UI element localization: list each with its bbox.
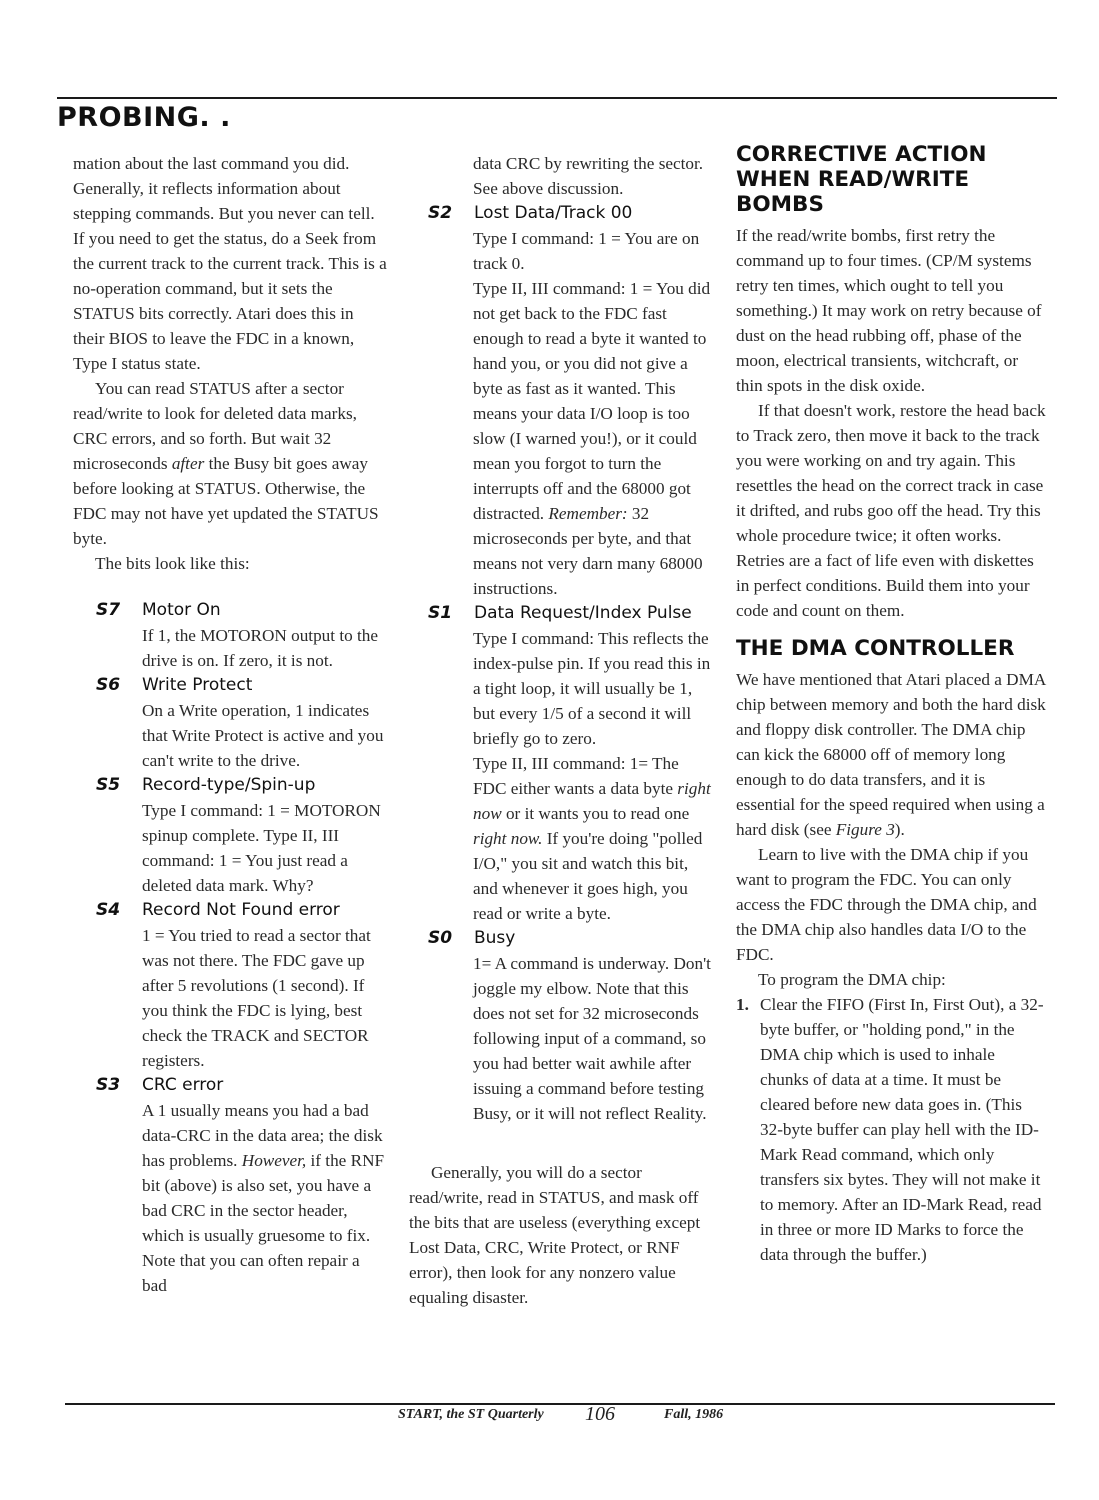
- column-1: [73, 151, 388, 1298]
- bit-description: 1 = You tried to read a sector that was not there. The FDC gave up after 5 revolutions (1 second). If you think the FDC is lying, best check the TRACK and SECTOR registers.: [142, 926, 371, 1070]
- bit-name: Data Request/Index Pulse: [474, 603, 692, 623]
- section-title: PROBING. .: [57, 102, 231, 133]
- status-bit-s6: [73, 673, 388, 773]
- item-text: Clear the FIFO (First In, First Out), a 32-byte buffer, or "holding pond," in the DMA chip which is used to inhale chunks of data at a time. It must be cleared before new data goes in. (This 32-byte buffer can play hell with the ID-Mark Read command, which only transfers six bytes. They will not make it to memory. After an ID-Mark Read, read in three or more ID Marks to force the data through the buffer.): [760, 995, 1044, 1264]
- footer-issue: Fall, 1986: [664, 1407, 724, 1422]
- status-bit-s0: [409, 926, 714, 1126]
- paragraph: You can read STATUS after a sector read/write to look for deleted data marks, CRC errors, and so forth. But wait 32 microseconds after the Busy bit goes away before looking at STATUS. Otherwise, the FDC may not have yet updated the STATUS byte.: [73, 379, 379, 548]
- status-bit-s1: [409, 601, 714, 926]
- bit-code: S2: [428, 203, 453, 223]
- bit-description: Type I command: This reflects the index-pulse pin. If you read this in a tight loop, it will usually be 1, but every 1/5 of a second it will briefly go to zero.: [473, 629, 711, 748]
- bit-description: 1= A command is underway. Don't joggle my elbow. Note that this does not set for 32 microseconds following input of a command, so you had better wait awhile after issuing a command before testing Busy, or it will not reflect Reality.: [473, 954, 711, 1123]
- bit-code: S1: [428, 603, 453, 623]
- bit-description: On a Write operation, 1 indicates that Write Protect is active and you can't write to the drive.: [142, 701, 384, 770]
- paragraph: Learn to live with the DMA chip if you want to program the FDC. You can only access the FDC through the DMA chip, and the DMA chip also handles data I/O to the FDC.: [736, 845, 1037, 964]
- paragraph: Generally, you will do a sector read/write, read in STATUS, and mask off the bits that are useless (everything except Lost Data, CRC, Write Protect, or RNF error), then look for any nonzero value equaling disaster.: [409, 1163, 701, 1307]
- paragraph: If the read/write bombs, first retry the command up to four times. (CP/M systems retry ten times, which ought to tell you something.) It may work on retry because of dust on the head rubbing off, phase of the moon, electrical transients, witchcraft, or thin spots in the disk oxide.: [736, 226, 1042, 395]
- paragraph: The bits look like this:: [95, 554, 250, 573]
- bit-code: S3: [96, 1075, 121, 1095]
- paragraph: We have mentioned that Atari placed a DMA chip between memory and both the hard disk and floppy disk controller. The DMA chip can kick the 68000 off of memory long enough to do data transfers, and it is essential for the speed required when using a hard disk (see Figure 3).: [736, 670, 1046, 839]
- bit-code: S7: [96, 600, 121, 620]
- column-3: [736, 142, 1046, 1267]
- bit-name: Record Not Found error: [142, 900, 340, 920]
- subheading-dma-controller: THE DMA CONTROLLER: [736, 636, 1015, 661]
- bit-name: CRC error: [142, 1075, 224, 1095]
- bit-name: Motor On: [142, 600, 221, 620]
- top-rule: [57, 97, 1057, 99]
- status-bit-s4: [73, 898, 388, 1073]
- bit-description: Type II, III command: 1 = You did not get back to the FDC fast enough to read a byte it wanted to hand you, or you did not give a byte as fast as it wanted. This means your data I/O loop is too slow (I warned you!), or it could mean you forgot to turn the interrupts off and the 68000 got distracted. Remember: 32 microseconds per byte, and that means not very darn many 68000 instructions.: [473, 279, 711, 598]
- numbered-list-item: [736, 992, 1046, 1267]
- paragraph: mation about the last command you did. Generally, it reflects information about stepping commands. But you never can tell. If you need to get the status, do a Seek from the current track to the current track. This is a no-operation command, but it sets the STATUS bits correctly. Atari does this in their BIOS to leave the FDC in a known, Type I status state.: [73, 154, 387, 373]
- bottom-rule: [65, 1403, 1055, 1405]
- footer-magazine-name: START, the ST Quarterly: [398, 1407, 544, 1422]
- bit-code: S5: [96, 775, 121, 795]
- bit-code: S0: [428, 928, 453, 948]
- bit-name: Record-type/Spin-up: [142, 775, 316, 795]
- bit-description: If 1, the MOTORON output to the drive is on. If zero, it is not.: [142, 626, 378, 670]
- bit-description: A 1 usually means you had a bad data-CRC in the data area; the disk has problems. However, if the RNF bit (above) is also set, you have a bad CRC in the sector header, which is usually gruesome to fix. Note that you can often repair a bad: [142, 1101, 385, 1295]
- paragraph: If that doesn't work, restore the head back to Track zero, then move it back to the track you were working on and try again. This resettles the head on the correct track in case it drifted, and rubs goo off the head. Try this whole procedure twice; it often works. Retries are a fact of life even with diskettes in perfect conditions. Build them into your code and count on them.: [736, 401, 1046, 620]
- subheading-corrective-action: CORRECTIVE ACTION WHEN READ/WRITE BOMBS: [736, 142, 987, 217]
- status-bit-s5: [73, 773, 388, 898]
- status-bit-s2: [409, 201, 714, 601]
- status-bit-s3: [73, 1073, 388, 1298]
- item-number: 1.: [736, 995, 749, 1014]
- status-bit-s7: [73, 598, 388, 673]
- bit-name: Write Protect: [142, 675, 253, 695]
- bit-name: Busy: [474, 928, 516, 948]
- paragraph: To program the DMA chip:: [758, 970, 946, 989]
- paragraph: data CRC by rewriting the sector. See above discussion.: [473, 154, 704, 198]
- column-2: [409, 151, 714, 1310]
- bit-description: Type II, III command: 1= The FDC either wants a data byte right now or it wants you to read one right now. If you're doing "polled I/O," you sit and watch this bit, and whenever it goes high, you read or write a byte.: [473, 754, 711, 923]
- footer-page-number: 106: [585, 1403, 615, 1425]
- bit-description: Type I command: 1 = MOTORON spinup complete. Type II, III command: 1 = You just read a deleted data mark. Why?: [142, 801, 381, 895]
- bit-description: Type I command: 1 = You are on track 0.: [473, 229, 700, 273]
- bit-code: S6: [96, 675, 121, 695]
- bit-code: S4: [96, 900, 121, 920]
- bit-name: Lost Data/Track 00: [474, 203, 633, 223]
